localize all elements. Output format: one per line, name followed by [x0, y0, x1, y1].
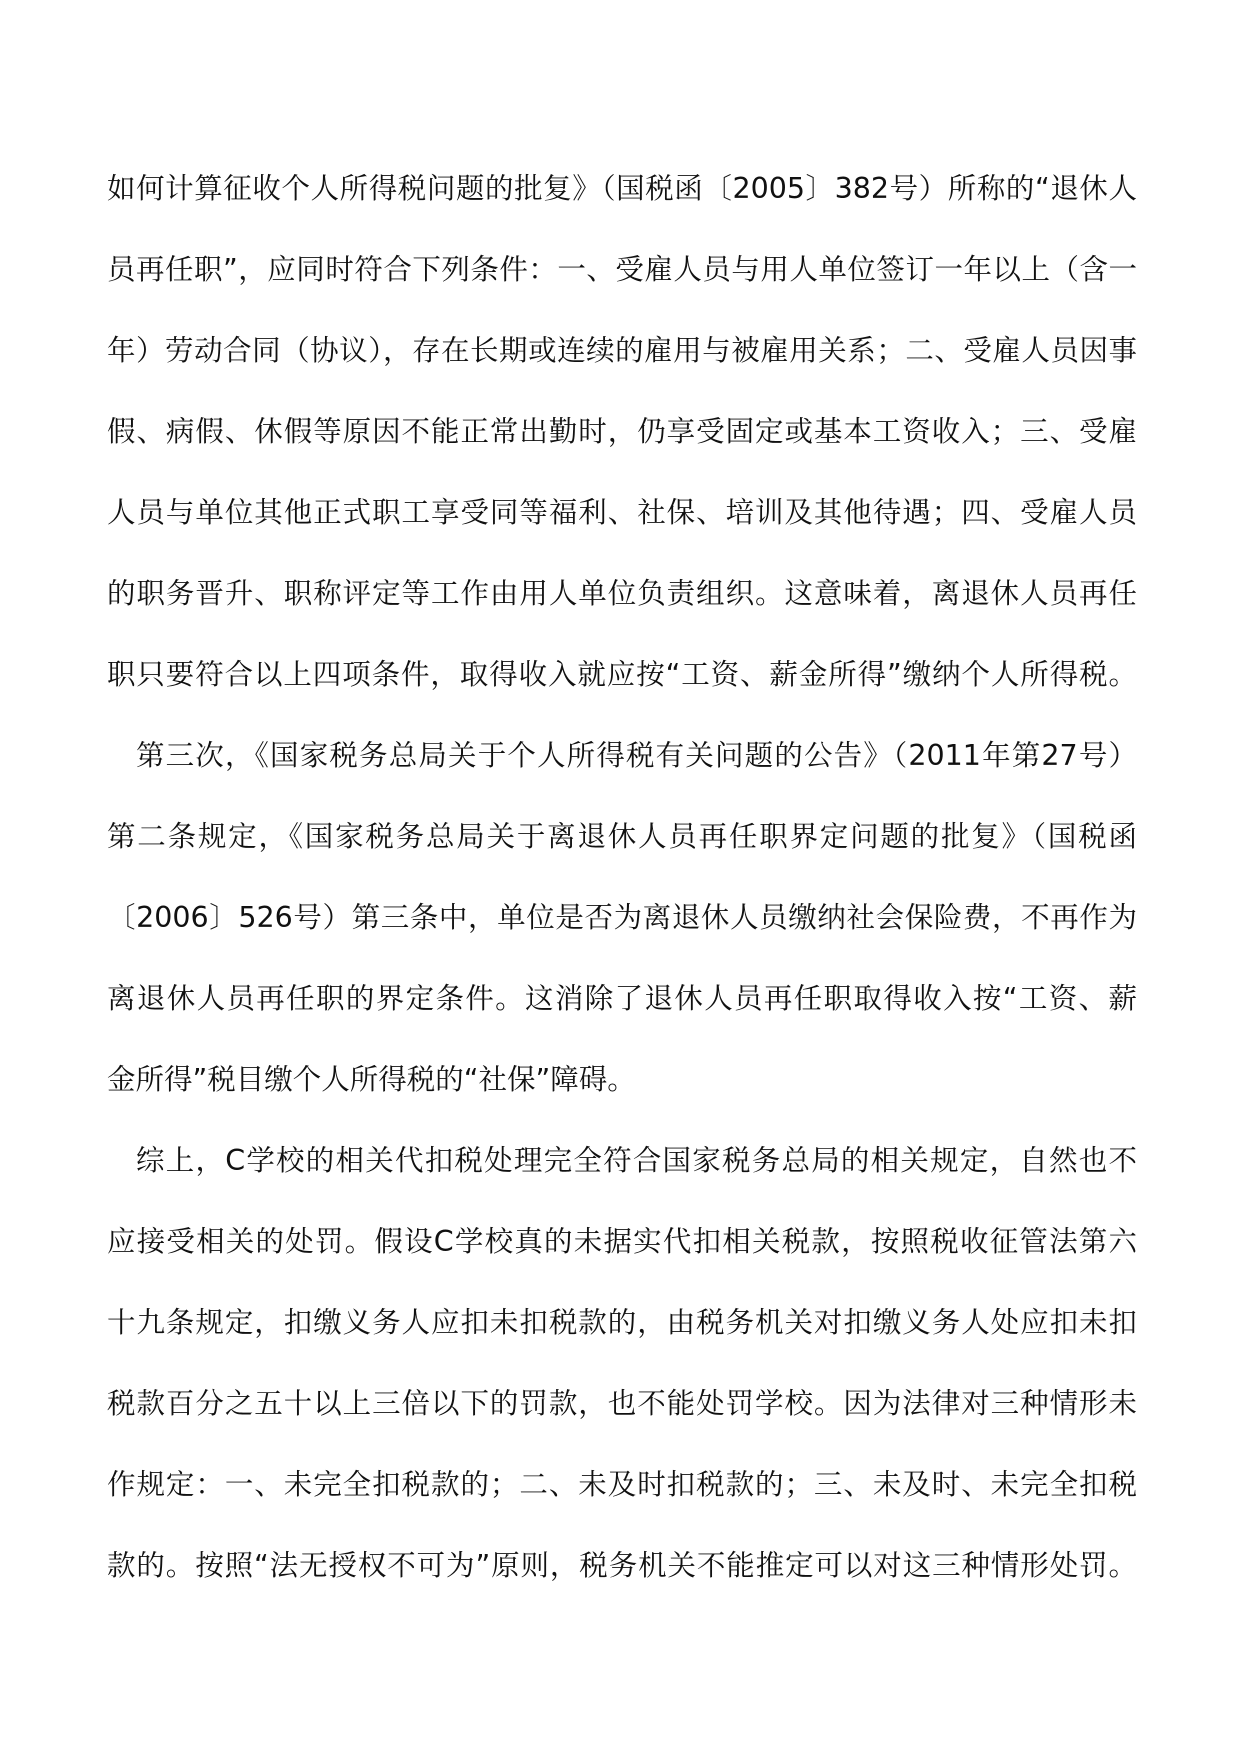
text-line: 假、病假、休假等原因不能正常出勤时，仍享受固定或基本工资收入；三、受雇: [107, 415, 1137, 448]
text-line: 〔2006〕526号）第三条中，单位是否为离退休人员缴纳社会保险费，不再作为: [107, 901, 1137, 934]
text-line: 人员与单位其他正式职工享受同等福利、社保、培训及其他待遇；四、受雇人员: [107, 496, 1137, 529]
text-line: 的职务晋升、职称评定等工作由用人单位负责组织。这意味着，离退休人员再任: [107, 577, 1137, 610]
text-line: 离退休人员再任职的界定条件。这消除了退休人员再任职取得收入按“工资、薪: [107, 982, 1137, 1015]
text-line: 作规定：一、未完全扣税款的；二、未及时扣税款的；三、未及时、未完全扣税: [107, 1468, 1137, 1501]
text-line: 职只要符合以上四项条件，取得收入就应按“工资、薪金所得”缴纳个人所得税。: [107, 658, 1137, 691]
text-line: 员再任职”，应同时符合下列条件：一、受雇人员与用人单位签订一年以上（含一: [107, 253, 1137, 286]
text-line: 年）劳动合同（协议），存在长期或连续的雇用与被雇用关系；二、受雇人员因事: [107, 334, 1137, 367]
text-line: 应接受相关的处罚。假设C学校真的未据实代扣相关税款，按照税收征管法第六: [107, 1225, 1137, 1258]
text-line: 如何计算征收个人所得税问题的批复》（国税函〔2005〕382号）所称的“退休人: [107, 172, 1137, 205]
text-line: 第二条规定，《国家税务总局关于离退休人员再任职界定问题的批复》（国税函: [107, 820, 1137, 853]
text-line: 综上，C学校的相关代扣税处理完全符合国家税务总局的相关规定，自然也不: [136, 1144, 1137, 1177]
text-line: 金所得”税目缴个人所得税的“社保”障碍。: [107, 1063, 636, 1096]
text-line: 第三次，《国家税务总局关于个人所得税有关问题的公告》（2011年第27号）: [136, 739, 1137, 772]
text-line: 十九条规定，扣缴义务人应扣未扣税款的，由税务机关对扣缴义务人处应扣未扣: [107, 1306, 1137, 1339]
text-line: 税款百分之五十以上三倍以下的罚款，也不能处罚学校。因为法律对三种情形未: [107, 1387, 1137, 1420]
text-line: 款的。按照“法无授权不可为”原则，税务机关不能推定可以对这三种情形处罚。: [107, 1549, 1137, 1582]
